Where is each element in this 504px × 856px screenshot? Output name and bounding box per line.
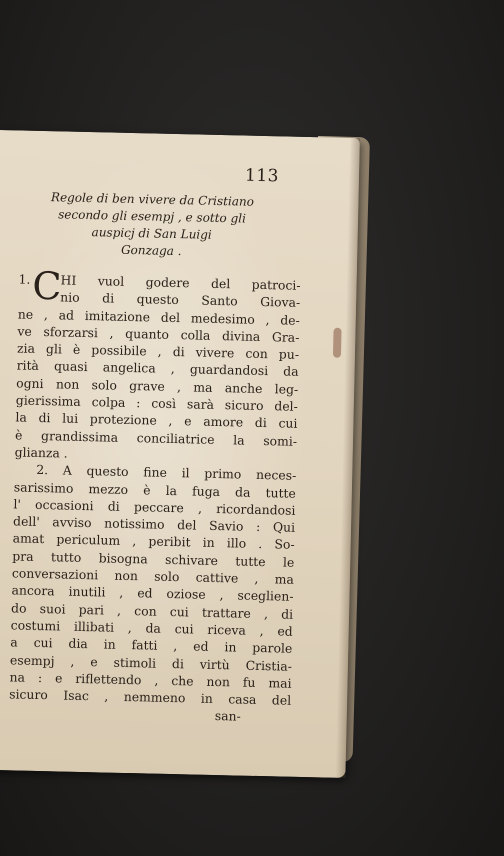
text-line: rità quasi angelica , guardandosi da [16,357,299,380]
text-line: esempj , e stimoli di virtù Cristia- [9,651,293,674]
text-line: la di lui protezione , e amore di cui [15,409,298,432]
heading-line: secondo gli esempj , e sotto gli [58,207,247,226]
text-line: zia gli è possibile , di vivere con pu- [16,340,300,363]
text-line: è grandissima conciliatrice la somi- [14,427,298,449]
body-text [9,263,301,726]
paragraph-2 [9,461,297,727]
catchword: san- [214,708,241,725]
text-line: 2. A questo fine il primo neces- [36,462,297,484]
text-line: sarissimo mezzo è la fuga da tutte [13,478,297,501]
text-line: ne , ad imitazione del medesimo , de- [17,306,300,328]
text-line: glianza . [14,444,68,461]
text-line: ancora inutili , ed oziose , sceglien- [11,582,294,605]
heading-line: Regole di ben vivere da Cristiano [50,190,255,209]
text-line: amat periculum , peribit in illo . So- [12,530,295,553]
text-line: costumi illibati , da cui riceva , ed [10,617,293,639]
text-line: do suoi pari , con cui trattare , di [10,600,294,622]
chapter-heading [33,189,270,262]
drop-cap: C [31,263,63,309]
paragraph-number: 1. [18,271,31,287]
text-line: ogni non solo grave , ma anche leg- [16,375,299,397]
heading-line: Gonzaga . [120,242,182,259]
text-line: pra tutto bisogna schivare tutte le [12,548,295,570]
book-page [0,130,360,778]
text-line: sicuro Isac , nemmeno in casa del [9,686,292,708]
text-line: gierissima colpa : così sarà sicuro del- [15,392,298,414]
text-line: dell' avviso notissimo del Savio : Qui [12,513,296,535]
page-number: 113 [244,165,280,187]
text-line: HI vuol godere del patroci- [60,272,301,293]
text-line: nio di questo Santo Giova- [60,289,301,311]
paragraph-1 [14,263,301,467]
text-line: l' occasioni di peccare , ricordandosi [13,496,296,518]
text-line: na : e riflettendo , che non fu mai [9,669,292,691]
page-stain [333,328,342,358]
heading-line: auspicj di San Luigi [91,225,212,242]
text-line: a cui dia in fatti , ed in parole [10,634,293,656]
text-line: ve sforzarsi , quanto colla divina Gra- [17,323,300,345]
text-line: conversazioni non solo cattive , ma [11,565,295,587]
